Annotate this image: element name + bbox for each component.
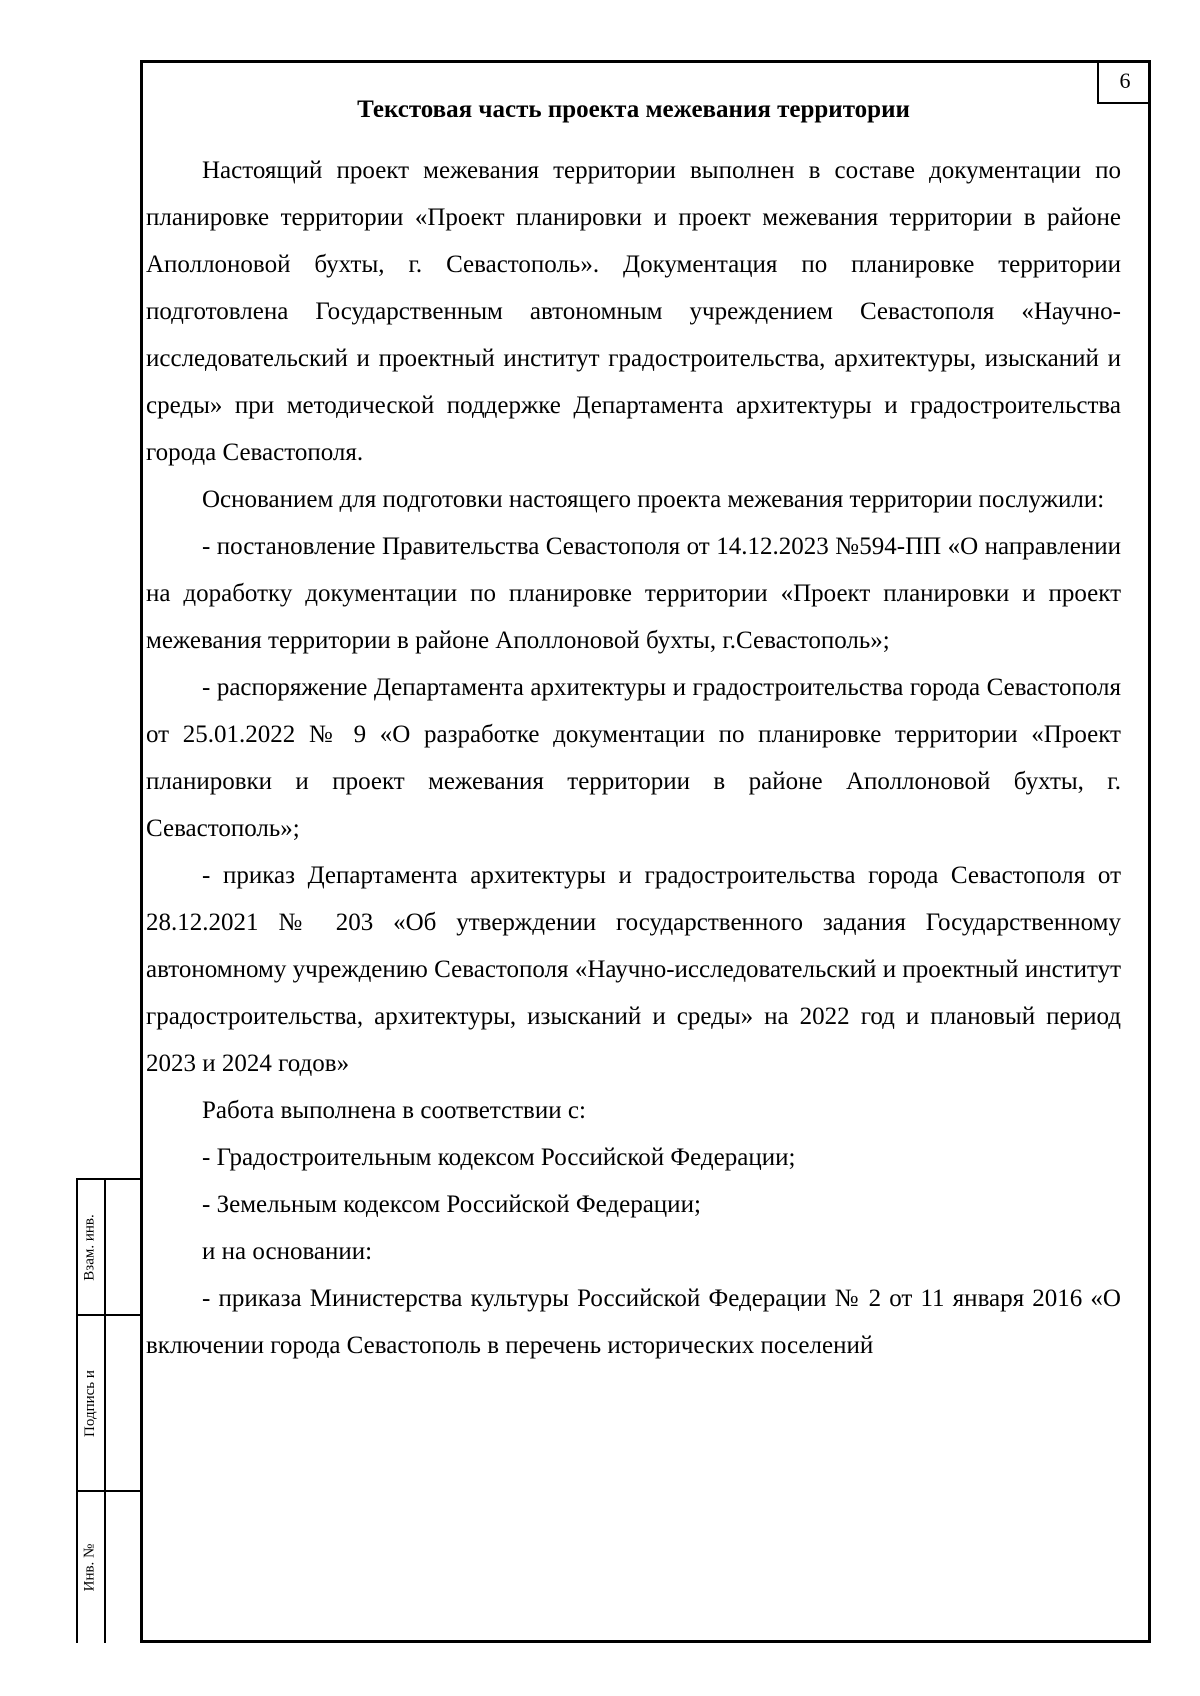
list-item: - Градостроительным кодексом Российской Федерации;: [202, 1144, 796, 1171]
side-stamp-divider: [104, 1178, 106, 1643]
list-item: - приказ Департамента архитектуры и градостроительства города Севастополя от 28.12.2021 № 203 «Об утверждении государственного задания Государственному автономному учреждению Севастополя «Научно-исследовательский и проектный институт градостроительства, архитектуры, изысканий и среды» на 2022 год и плановый период 2023 и 2024 годов»: [146, 862, 1121, 1077]
list-item: - постановление Правительства Севастополя от 14.12.2023 №594-ПП «О направлении на доработку документации по планировке территории «Проект планировки и проект межевания территории в районе Аполлоновой бухты, г.Севастополь»;: [146, 533, 1121, 654]
paragraph-basis: Основанием для подготовки настоящего проекта межевания территории послужили:: [202, 486, 1105, 513]
paragraph-compliance: Работа выполнена в соответствии с:: [202, 1097, 586, 1124]
paragraph-intro: Настоящий проект межевания территории выполнен в составе документации по планировке территории «Проект планировки и проект межевания территории в районе Аполлоновой бухты, г. Севастополь». Документация по планировке территории подготовлена Государственным автономным учреждением Севастополя «Научно-исследовательский и проектный институт градостроительства, архитектуры, изысканий и среды» при методической поддержке Департамента архитектуры и градостроительства города Севастополя.: [146, 157, 1121, 466]
list-item: - распоряжение Департамента архитектуры и градостроительства города Севастополя от 25.01.2022 № 9 «О разработке документации по планировке территории «Проект планировки и проект межевания территории в районе Аполлоновой бухты, г. Севастополь»;: [146, 674, 1121, 842]
paragraph-grounds: и на основании:: [202, 1238, 373, 1265]
stamp-field-signature: Подпись и: [81, 1369, 98, 1437]
stamp-field-inventory-no: Инв. №: [81, 1543, 98, 1592]
document-body: [146, 95, 1121, 1369]
list-item: - приказа Министерства культуры Российской Федерации № 2 от 11 января 2016 «О включении города Севастополь в перечень исторических поселений: [146, 1285, 1121, 1359]
page-title: Текстовая часть проекта межевания территории: [357, 96, 910, 123]
page-number: 6: [1097, 60, 1151, 104]
stamp-field-replacement-inv: Взам. инв.: [81, 1213, 98, 1281]
list-item: - Земельным кодексом Российской Федерации;: [202, 1191, 701, 1218]
